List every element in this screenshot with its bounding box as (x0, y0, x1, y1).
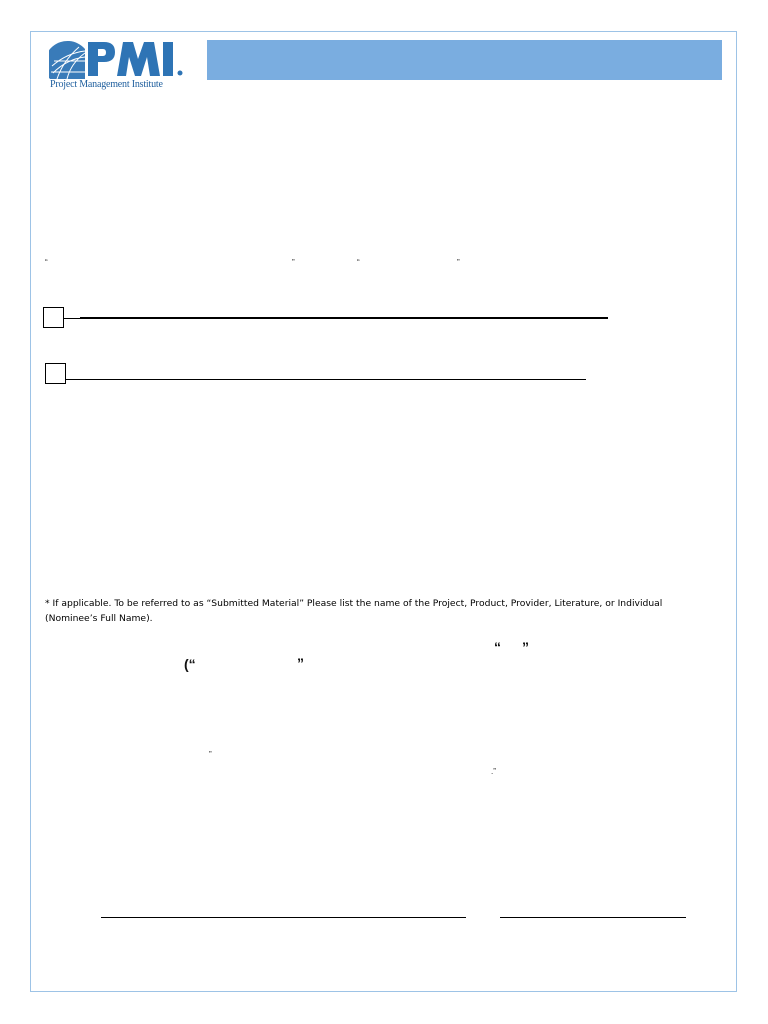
checkbox-option-1[interactable] (43, 307, 64, 328)
fill-in-line-1[interactable] (64, 318, 80, 319)
fill-in-line-2[interactable] (80, 379, 586, 380)
quote-close-mark: ” (297, 655, 304, 671)
page-frame (30, 31, 737, 992)
quote-open-mark: “ (45, 258, 48, 267)
fill-in-line-1[interactable] (80, 317, 608, 319)
date-line[interactable] (500, 917, 686, 918)
quote-open-mark: “ (494, 639, 501, 655)
quote-close-mark: ” (209, 750, 212, 759)
quote-open-paren-mark: (“ (184, 656, 196, 672)
header-bar (207, 40, 722, 80)
quote-close-mark: ” (292, 258, 295, 267)
quote-open-mark: “ (357, 258, 360, 267)
checkbox-option-2[interactable] (45, 363, 66, 384)
footnote-text: * If applicable. To be referred to as “Submitted Material” Please list the name of the Project, Product, Provider, Literature, or Individual (Nominee’s Full Name). (45, 598, 663, 624)
logo-caption: Project Management Institute (50, 79, 163, 90)
quote-small-close-mark: .” (491, 767, 496, 776)
quote-close-mark: ” (457, 258, 460, 267)
signature-line[interactable] (101, 917, 466, 918)
quote-close-mark: ” (522, 639, 529, 655)
fill-in-line-2[interactable] (66, 379, 80, 380)
